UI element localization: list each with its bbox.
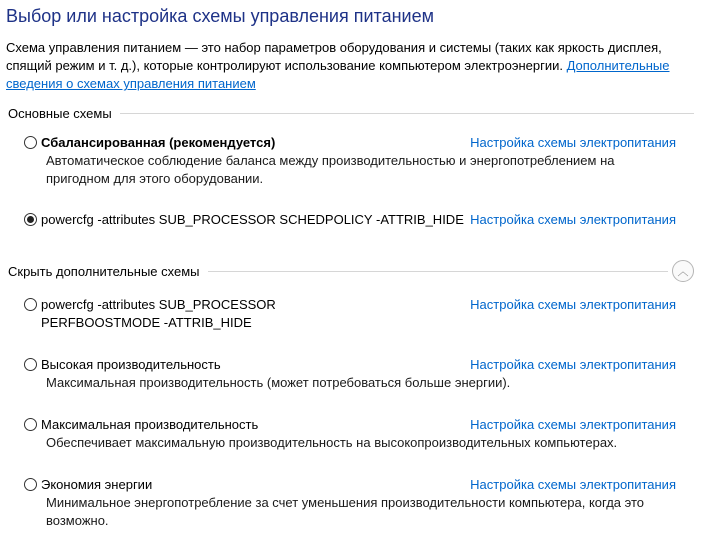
extra-plans-header: [8, 263, 694, 279]
plan-settings-link[interactable]: Настройка схемы электропитания: [470, 135, 676, 150]
plan-settings-link[interactable]: Настройка схемы электропитания: [470, 417, 676, 432]
plan-schedpolicy: [24, 211, 684, 229]
plan-settings-link[interactable]: Настройка схемы электропитания: [470, 212, 676, 227]
more-info-link[interactable]: Дополнительные сведения о схемах управления питанием: [6, 58, 670, 91]
plan-name: Экономия энергии: [41, 477, 153, 492]
plan-radio-schedpolicy[interactable]: [24, 213, 37, 226]
plan-radio-power-saver[interactable]: [24, 478, 37, 491]
intro-description: Схема управления питанием — это набор параметров оборудования и системы (таких как яркость дисплея, спящий режим и т. д.), которые контролируют использование компьютером электроэнергии.: [6, 40, 662, 73]
plan-name: Максимальная производительность: [41, 417, 259, 432]
plan-description: Максимальная производительность (может потребоваться больше энергии).: [46, 375, 511, 390]
plan-name: Высокая производительность: [41, 357, 221, 372]
plan-radio-perfboost[interactable]: [24, 298, 37, 311]
main-plans-header: [8, 105, 694, 121]
plan-radio-ultimate-performance[interactable]: [24, 418, 37, 431]
chevron-up-icon[interactable]: ︿: [672, 260, 694, 282]
plan-name: powercfg -attributes SUB_PROCESSOR PERFBOOSTMODE -ATTRIB_HIDE: [41, 297, 276, 330]
plan-description: Автоматическое соблюдение баланса между производительностью и энергопотреблением на пригодном для этого оборудовании.: [46, 153, 615, 186]
plan-description: Минимальное энергопотребление за счет уменьшения производительности компьютера, когда это возможно.: [46, 495, 645, 528]
extra-plans-label: Скрыть дополнительные схемы: [8, 263, 200, 279]
plan-name: powercfg -attributes SUB_PROCESSOR SCHEDPOLICY -ATTRIB_HIDE: [41, 212, 464, 227]
divider: [208, 271, 668, 272]
plan-settings-link[interactable]: Настройка схемы электропитания: [470, 297, 676, 312]
plan-ultimate-performance: [24, 416, 684, 452]
intro-text: [6, 39, 696, 93]
plan-high-performance: [24, 356, 684, 392]
main-plans-label: Основные схемы: [8, 105, 112, 121]
plan-radio-high-performance[interactable]: [24, 358, 37, 371]
plan-power-saver: [24, 476, 684, 530]
plan-settings-link[interactable]: Настройка схемы электропитания: [470, 477, 676, 492]
divider: [120, 113, 694, 114]
plan-name: Сбалансированная (рекомендуется): [41, 135, 276, 150]
plan-description: Обеспечивает максимальную производительность на высокопроизводительных компьютерах.: [46, 435, 618, 450]
plan-balanced: [24, 134, 684, 188]
page-title: Выбор или настройка схемы управления питанием: [6, 6, 434, 26]
plan-radio-balanced[interactable]: [24, 136, 37, 149]
plan-perfboost: [24, 296, 684, 332]
plan-settings-link[interactable]: Настройка схемы электропитания: [470, 357, 676, 372]
